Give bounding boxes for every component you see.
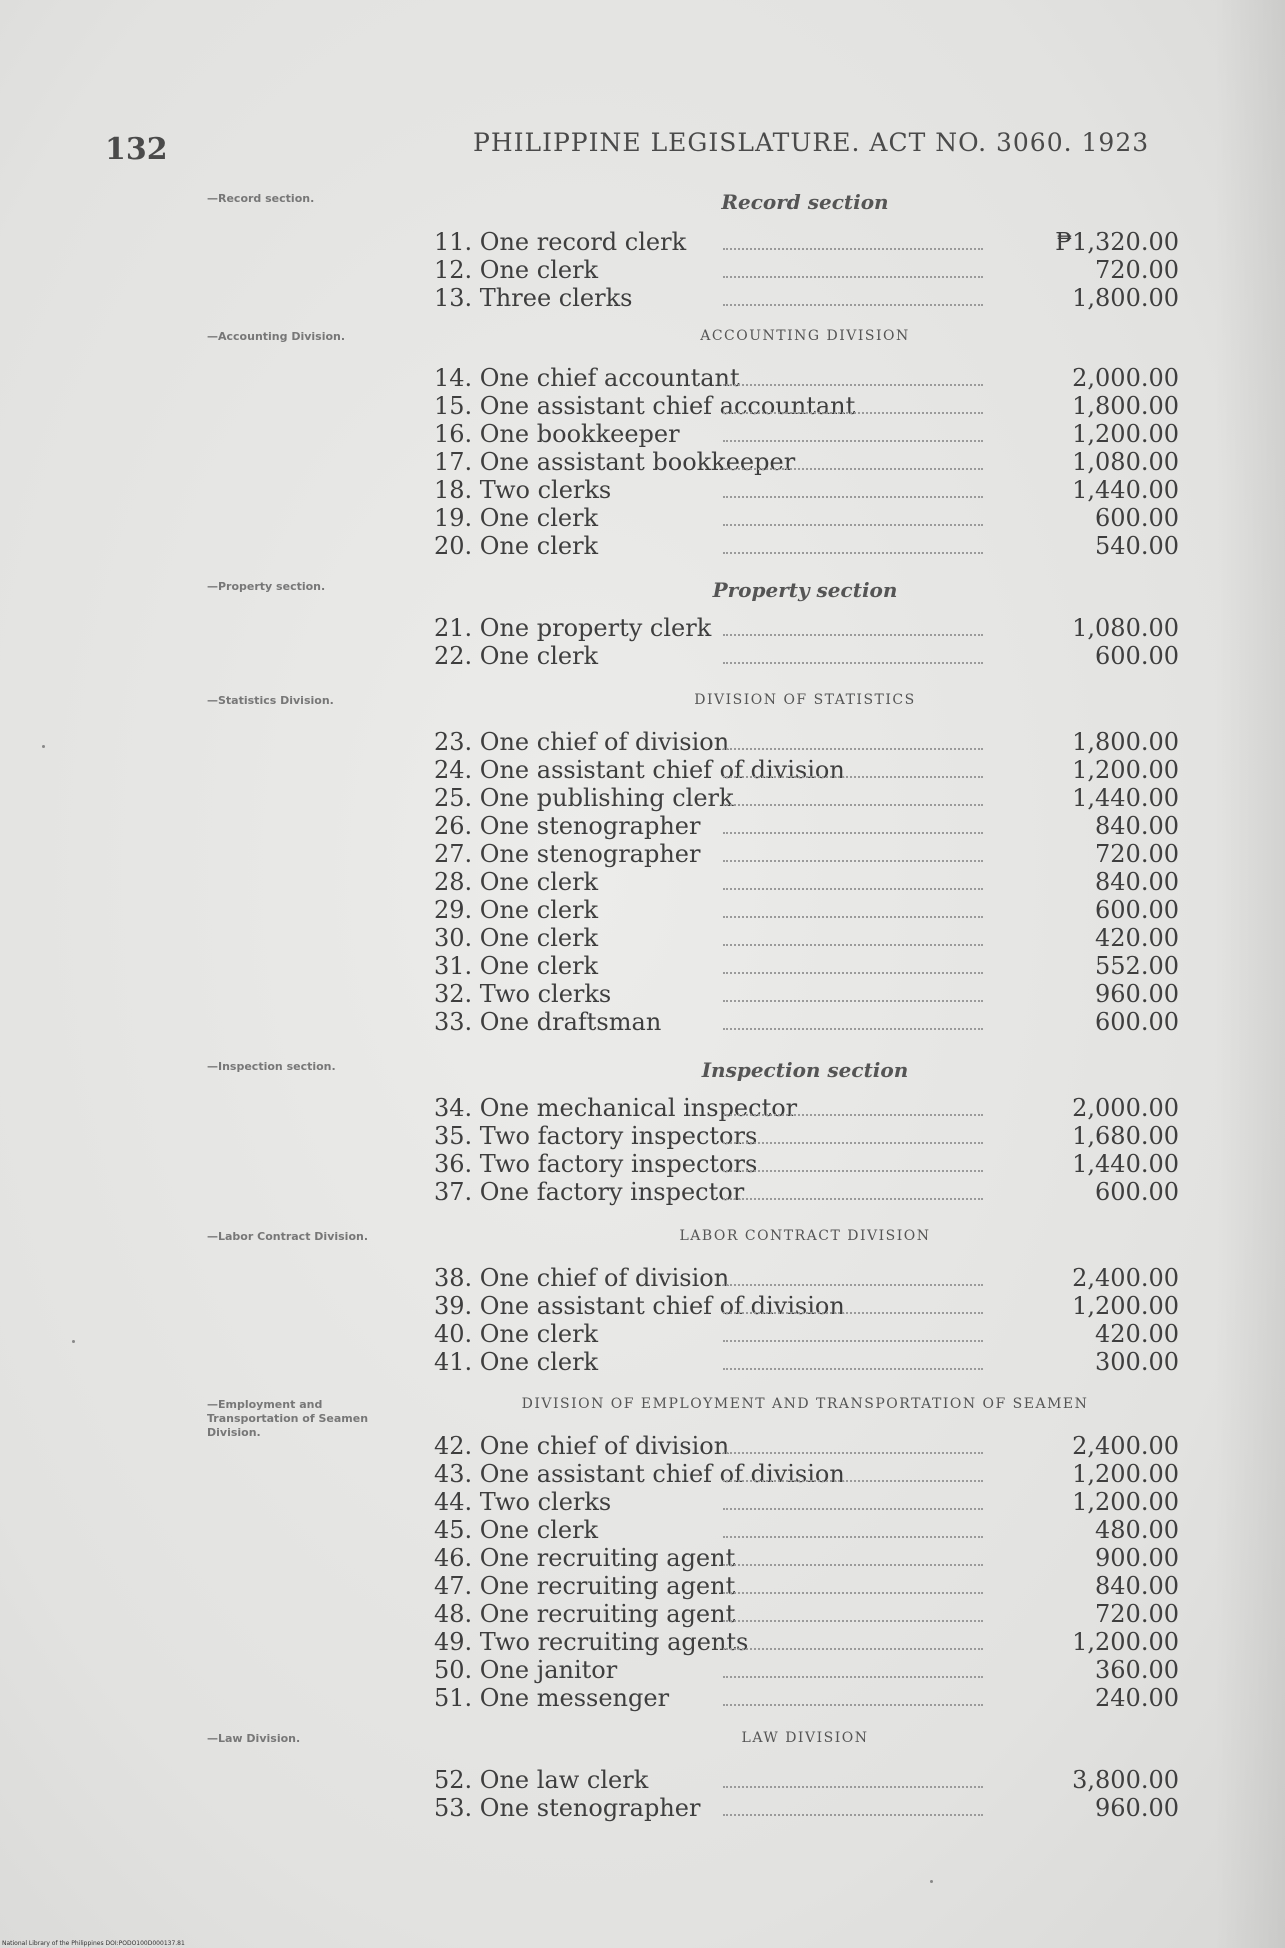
item-amount: 2,400.00 <box>1072 1432 1179 1460</box>
section-heading: LAW DIVISION <box>741 1730 869 1746</box>
line-item <box>434 476 1179 504</box>
item-amount: ₱1,320.00 <box>1055 228 1179 256</box>
section-heading: Record section <box>721 190 889 214</box>
margin-note: —Inspection section. <box>207 1060 336 1073</box>
line-item <box>434 1656 1179 1684</box>
item-amount: 600.00 <box>1095 896 1179 924</box>
item-description: 12. One clerk <box>434 256 599 284</box>
margin-note: —Property section. <box>207 580 326 593</box>
item-description: 30. One clerk <box>434 924 599 952</box>
item-amount: 1,200.00 <box>1072 1292 1179 1320</box>
item-amount: 1,200.00 <box>1072 1460 1179 1488</box>
line-item <box>434 1488 1179 1516</box>
line-item <box>434 1094 1179 1122</box>
item-description: 45. One clerk <box>434 1516 599 1544</box>
item-description: 44. Two clerks <box>434 1488 612 1516</box>
item-description: 13. Three clerks <box>434 284 633 312</box>
paper-speck <box>930 1880 933 1883</box>
item-amount: 3,800.00 <box>1072 1766 1179 1794</box>
line-item <box>434 1766 1179 1794</box>
item-amount: 300.00 <box>1095 1348 1179 1376</box>
line-item <box>434 1684 1179 1712</box>
line-item <box>434 1572 1179 1600</box>
line-item <box>434 1516 1179 1544</box>
line-item <box>434 896 1179 924</box>
item-description: 15. One assistant chief accountant <box>434 392 856 420</box>
margin-note: —Accounting Division. <box>207 330 346 343</box>
page-shadow <box>1215 0 1285 1948</box>
line-item <box>434 1794 1179 1822</box>
line-item <box>434 1348 1179 1376</box>
line-item <box>434 364 1179 392</box>
line-item <box>434 448 1179 476</box>
item-description: 37. One factory inspector <box>434 1178 745 1206</box>
item-amount: 960.00 <box>1095 980 1179 1008</box>
item-amount: 2,400.00 <box>1072 1264 1179 1292</box>
item-amount: 1,680.00 <box>1072 1122 1179 1150</box>
item-amount: 540.00 <box>1095 532 1179 560</box>
item-description: 31. One clerk <box>434 952 599 980</box>
item-amount: 360.00 <box>1095 1656 1179 1684</box>
item-amount: 840.00 <box>1095 812 1179 840</box>
margin-note: —Labor Contract Division. <box>207 1230 369 1243</box>
section-heading: LABOR CONTRACT DIVISION <box>679 1228 931 1244</box>
line-item <box>434 1320 1179 1348</box>
item-amount: 600.00 <box>1095 1178 1179 1206</box>
item-description: 50. One janitor <box>434 1656 618 1684</box>
item-description: 35. Two factory inspectors <box>434 1122 758 1150</box>
item-amount: 600.00 <box>1095 642 1179 670</box>
line-item <box>434 980 1179 1008</box>
line-item <box>434 532 1179 560</box>
line-item <box>434 642 1179 670</box>
item-amount: 600.00 <box>1095 1008 1179 1036</box>
item-description: 20. One clerk <box>434 532 599 560</box>
line-item <box>434 952 1179 980</box>
line-item <box>434 256 1179 284</box>
line-item <box>434 1544 1179 1572</box>
item-amount: 1,440.00 <box>1072 1150 1179 1178</box>
item-description: 23. One chief of division <box>434 728 730 756</box>
item-amount: 552.00 <box>1095 952 1179 980</box>
item-description: 29. One clerk <box>434 896 599 924</box>
line-item <box>434 504 1179 532</box>
line-item <box>434 756 1179 784</box>
page-number: 132 <box>105 132 168 167</box>
line-item <box>434 614 1179 642</box>
item-amount: 900.00 <box>1095 1544 1179 1572</box>
item-amount: 1,800.00 <box>1072 284 1179 312</box>
line-item <box>434 924 1179 952</box>
item-amount: 1,800.00 <box>1072 392 1179 420</box>
item-amount: 420.00 <box>1095 1320 1179 1348</box>
item-description: 19. One clerk <box>434 504 599 532</box>
line-item <box>434 1264 1179 1292</box>
section-heading: DIVISION OF STATISTICS <box>694 692 916 708</box>
item-description: 43. One assistant chief of division <box>434 1460 845 1488</box>
section-heading: Property section <box>712 578 898 602</box>
line-item <box>434 728 1179 756</box>
item-amount: 1,200.00 <box>1072 756 1179 784</box>
item-amount: 2,000.00 <box>1072 364 1179 392</box>
item-description: 11. One record clerk <box>434 228 687 256</box>
footer-credit: National Library of the Philippines DOI:PODO100D000137.81 <box>2 1940 185 1947</box>
item-amount: 1,080.00 <box>1072 614 1179 642</box>
item-description: 48. One recruiting agent <box>434 1600 736 1628</box>
section-heading: ACCOUNTING DIVISION <box>700 328 910 344</box>
item-description: 22. One clerk <box>434 642 599 670</box>
item-description: 47. One recruiting agent <box>434 1572 736 1600</box>
item-description: 51. One messenger <box>434 1684 670 1712</box>
item-amount: 960.00 <box>1095 1794 1179 1822</box>
item-description: 14. One chief accountant <box>434 364 740 392</box>
line-item <box>434 1150 1179 1178</box>
item-amount: 1,440.00 <box>1072 476 1179 504</box>
item-description: 18. Two clerks <box>434 476 612 504</box>
item-amount: 840.00 <box>1095 868 1179 896</box>
item-description: 42. One chief of division <box>434 1432 730 1460</box>
item-description: 49. Two recruiting agents <box>434 1628 749 1656</box>
line-item <box>434 1292 1179 1320</box>
item-amount: 2,000.00 <box>1072 1094 1179 1122</box>
item-amount: 480.00 <box>1095 1516 1179 1544</box>
item-amount: 1,200.00 <box>1072 420 1179 448</box>
item-description: 25. One publishing clerk <box>434 784 734 812</box>
section-heading: Inspection section <box>701 1058 909 1082</box>
section-heading: DIVISION OF EMPLOYMENT AND TRANSPORTATION OF SEAMEN <box>521 1396 1089 1412</box>
item-description: 33. One draftsman <box>434 1008 662 1036</box>
item-amount: 1,800.00 <box>1072 728 1179 756</box>
line-item <box>434 1600 1179 1628</box>
item-description: 36. Two factory inspectors <box>434 1150 758 1178</box>
margin-note: —Statistics Division. <box>207 694 334 707</box>
item-amount: 600.00 <box>1095 504 1179 532</box>
item-amount: 840.00 <box>1095 1572 1179 1600</box>
line-item <box>434 420 1179 448</box>
margin-note: —Law Division. <box>207 1732 301 1745</box>
item-description: 41. One clerk <box>434 1348 599 1376</box>
item-description: 24. One assistant chief of division <box>434 756 845 784</box>
paper-speck <box>42 745 45 748</box>
running-head: PHILIPPINE LEGISLATURE. ACT NO. 3060. 1923 <box>473 128 1150 157</box>
item-amount: 420.00 <box>1095 924 1179 952</box>
item-amount: 1,200.00 <box>1072 1488 1179 1516</box>
line-item <box>434 784 1179 812</box>
item-description: 17. One assistant bookkeeper <box>434 448 796 476</box>
item-description: 39. One assistant chief of division <box>434 1292 845 1320</box>
item-description: 40. One clerk <box>434 1320 599 1348</box>
item-amount: 720.00 <box>1095 840 1179 868</box>
item-description: 38. One chief of division <box>434 1264 730 1292</box>
line-item <box>434 392 1179 420</box>
line-item <box>434 1628 1179 1656</box>
margin-note: —Employment and Transportation of Seamen Division. <box>207 1398 369 1439</box>
item-description: 16. One bookkeeper <box>434 420 680 448</box>
margin-note: —Record section. <box>207 192 315 205</box>
line-item <box>434 1008 1179 1036</box>
item-description: 27. One stenographer <box>434 840 701 868</box>
line-item <box>434 840 1179 868</box>
line-item <box>434 1178 1179 1206</box>
item-description: 34. One mechanical inspector <box>434 1094 798 1122</box>
item-amount: 720.00 <box>1095 256 1179 284</box>
item-description: 32. Two clerks <box>434 980 612 1008</box>
line-item <box>434 284 1179 312</box>
item-description: 53. One stenographer <box>434 1794 701 1822</box>
line-item <box>434 812 1179 840</box>
line-item <box>434 868 1179 896</box>
line-item <box>434 1432 1179 1460</box>
paper-speck <box>72 1340 75 1343</box>
item-amount: 240.00 <box>1095 1684 1179 1712</box>
item-amount: 1,440.00 <box>1072 784 1179 812</box>
item-amount: 720.00 <box>1095 1600 1179 1628</box>
line-item <box>434 1460 1179 1488</box>
item-description: 46. One recruiting agent <box>434 1544 736 1572</box>
item-description: 28. One clerk <box>434 868 599 896</box>
item-amount: 1,200.00 <box>1072 1628 1179 1656</box>
item-description: 26. One stenographer <box>434 812 701 840</box>
item-description: 21. One property clerk <box>434 614 712 642</box>
item-amount: 1,080.00 <box>1072 448 1179 476</box>
line-item <box>434 228 1179 256</box>
line-item <box>434 1122 1179 1150</box>
item-description: 52. One law clerk <box>434 1766 649 1794</box>
